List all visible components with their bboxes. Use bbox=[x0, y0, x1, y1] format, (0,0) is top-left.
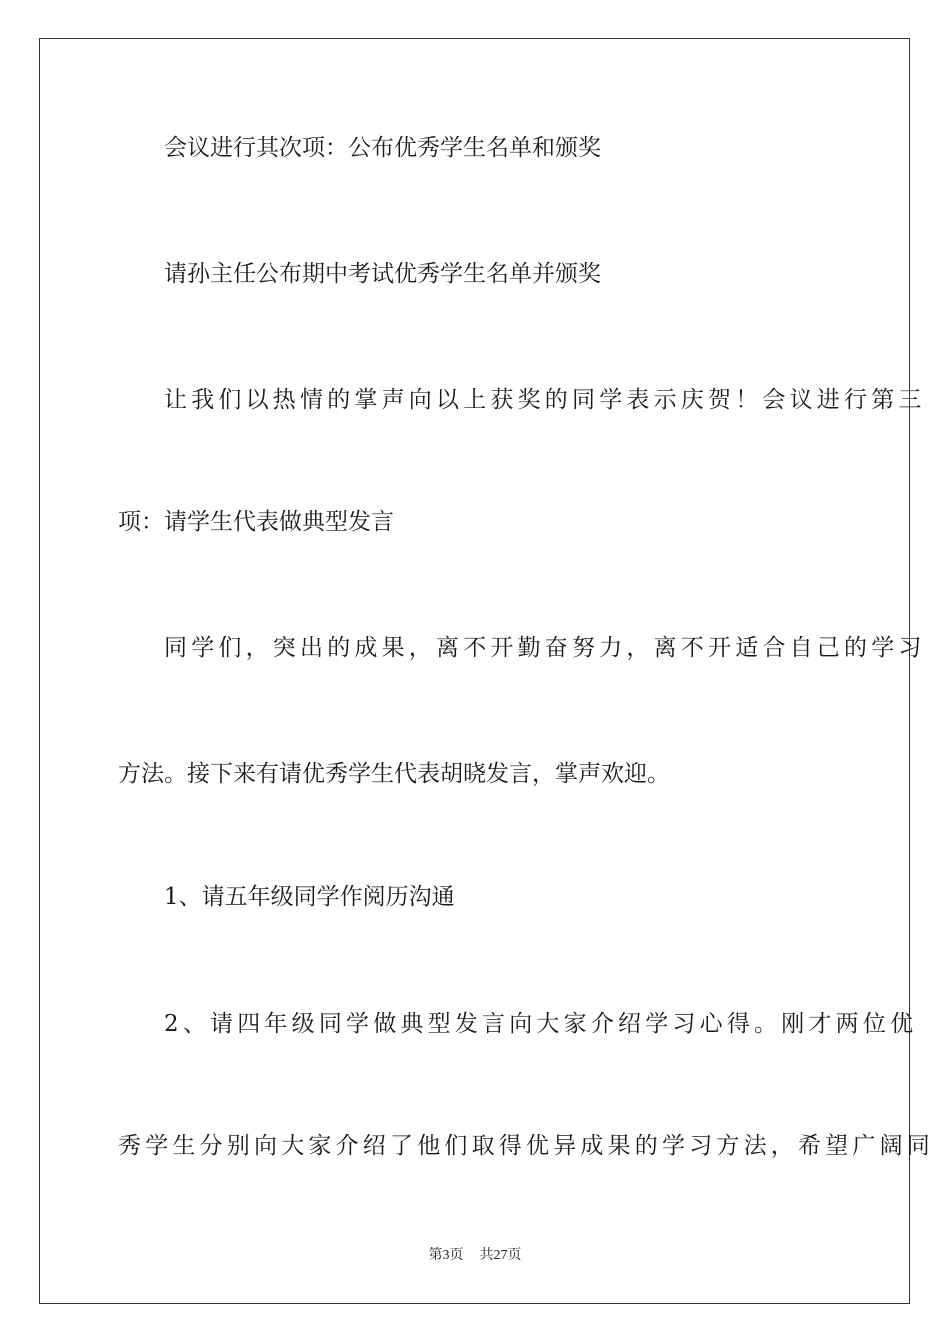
page-total: 共27页 bbox=[479, 1248, 522, 1263]
paragraph-line: 秀学生分别向大家介绍了他们取得优异成果的学习方法，希望广阔同 bbox=[118, 1133, 934, 1159]
paragraph-line: 项：请学生代表做典型发言 bbox=[118, 509, 394, 535]
page-border bbox=[39, 38, 910, 1304]
paragraph-line: 会议进行其次项：公布优秀学生名单和颁奖 bbox=[164, 135, 601, 161]
paragraph-line: 同学们，突出的成果，离不开勤奋努力，离不开适合自己的学习 bbox=[164, 635, 926, 661]
page-number: 第3页 bbox=[428, 1248, 464, 1263]
page-footer bbox=[0, 1244, 950, 1264]
paragraph-line: 让我们以热情的掌声向以上获奖的同学表示庆贺！会议进行第三 bbox=[164, 387, 926, 413]
paragraph-line: 请孙主任公布期中考试优秀学生名单并颁奖 bbox=[164, 261, 601, 287]
list-item: 1、请五年级同学作阅历沟通 bbox=[164, 884, 455, 910]
list-item: 2、请四年级同学做典型发言向大家介绍学习心得。刚才两位优 bbox=[164, 1011, 918, 1037]
paragraph-line: 方法。接下来有请优秀学生代表胡晓发言，掌声欢迎。 bbox=[118, 761, 670, 787]
